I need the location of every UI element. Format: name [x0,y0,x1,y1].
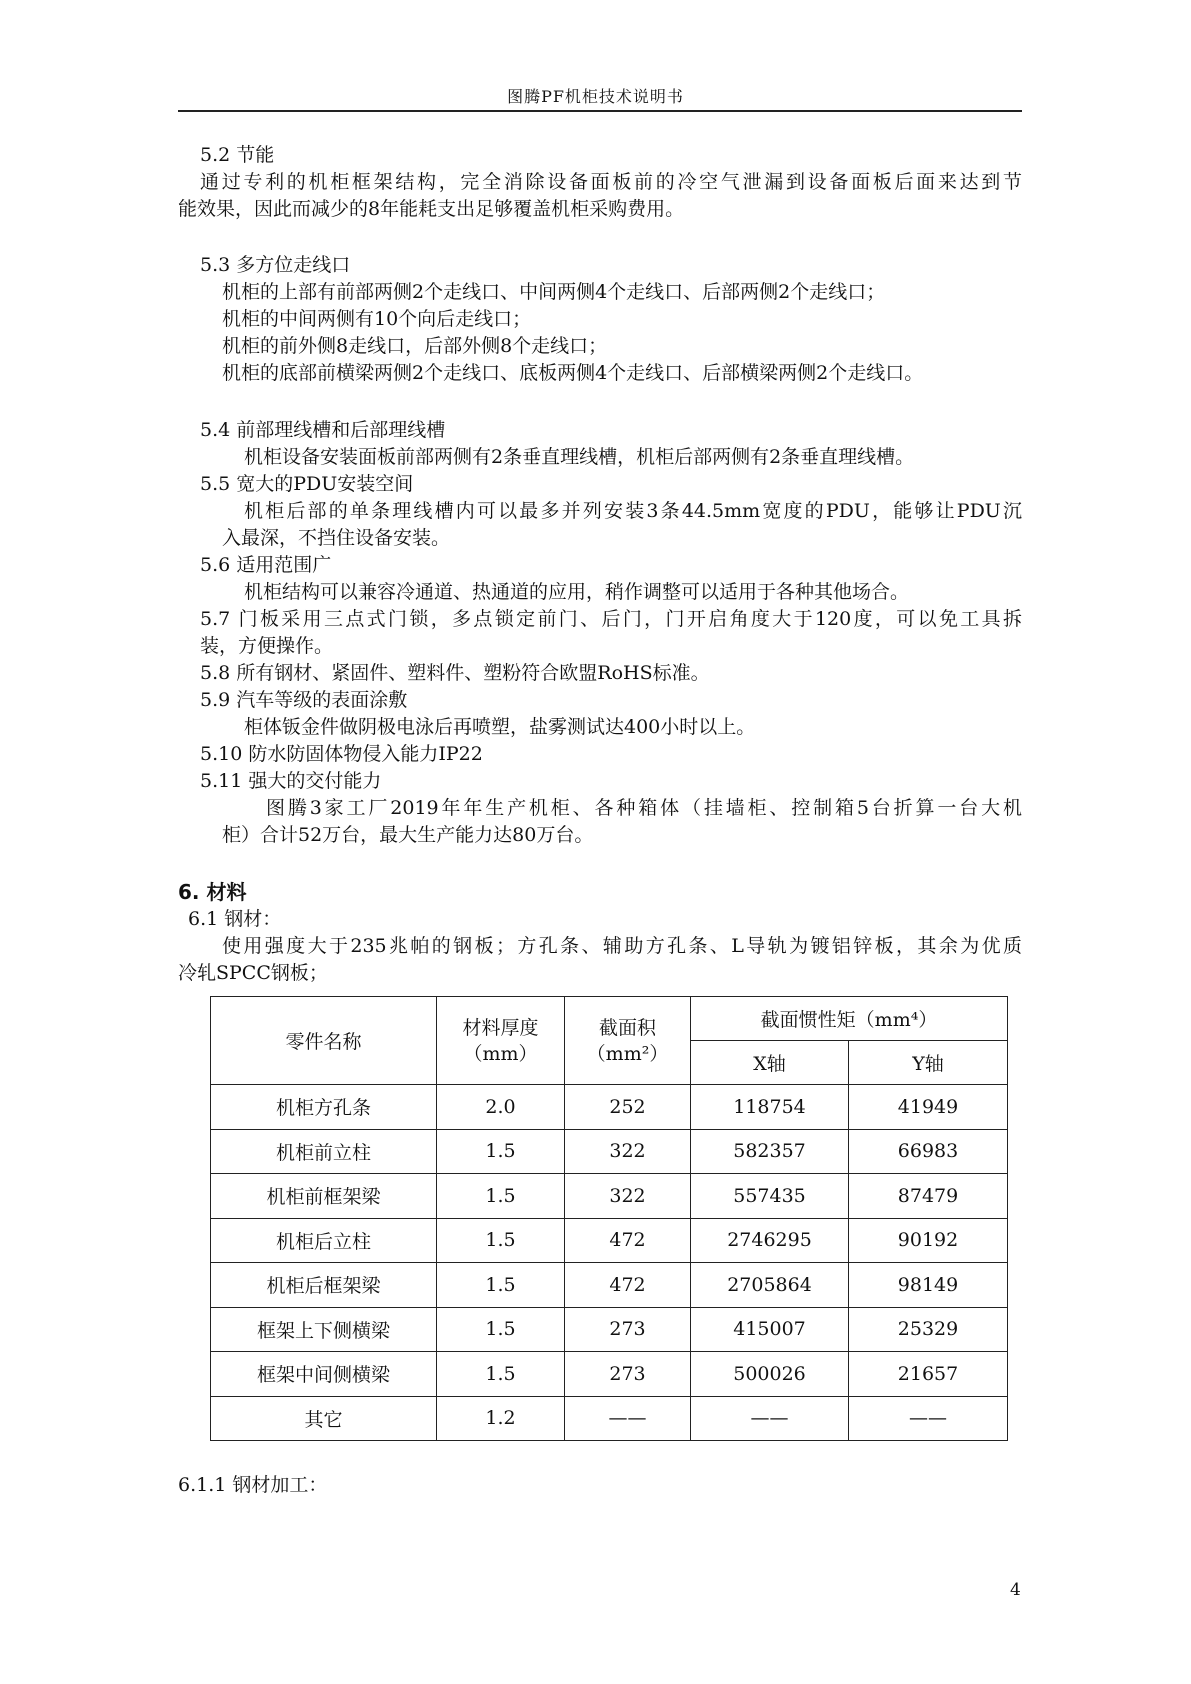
section-5-9-line: 柜体钣金件做阴极电泳后再喷塑，盐雾测试达400小时以上。 [244,716,756,738]
section-5-11-line: 柜）合计52万台，最大生产能力达80万台。 [222,824,594,846]
section-5-2-paragraph-line: 通过专利的机柜框架结构，完全消除设备面板前的冷空气泄漏到设备面板后面来达到节 [200,171,1022,193]
section-5-5-title: 5.5 宽大的PDU安装空间 [200,473,414,495]
cell-inertia-x: —— [691,1396,849,1441]
cell-area: 322 [565,1174,691,1219]
section-5-3-line: 机柜的底部前横梁两侧2个走线口、底板两侧4个走线口、后部横梁两侧2个走线口。 [222,362,924,384]
cell-area: 273 [565,1307,691,1352]
cell-area: 273 [565,1352,691,1397]
cell-area: 472 [565,1218,691,1263]
section-5-7-line: 5.7 门板采用三点式门锁，多点锁定前门、后门，门开启角度大于120度，可以免工具拆 [200,608,1022,630]
section-6-1-1-title: 6.1.1 钢材加工： [178,1474,328,1496]
section-5-3-line: 机柜的前外侧8走线口，后部外侧8个走线口； [222,335,608,357]
cell-part-name: 机柜前框架梁 [211,1174,437,1219]
table-header-x-axis: X轴 [691,1041,849,1085]
table-header-thickness [437,997,565,1085]
section-5-4-title: 5.4 前部理线槽和后部理线槽 [200,419,446,441]
table-header-part-name: 零件名称 [211,997,437,1085]
section-5-10-line: 5.10 防水防固体物侵入能力IP22 [200,743,483,765]
cell-inertia-x: 582357 [691,1129,849,1174]
cell-inertia-y: 66983 [849,1129,1008,1174]
cell-thickness: 1.5 [437,1263,565,1308]
cell-area: 472 [565,1263,691,1308]
section-5-3-line: 机柜的中间两侧有10个向后走线口； [222,308,532,330]
section-5-2-title: 5.2 节能 [200,144,275,166]
cell-inertia-y: 25329 [849,1307,1008,1352]
cell-inertia-x: 118754 [691,1085,849,1130]
section-5-7-line: 装，方便操作。 [200,635,334,657]
cell-thickness: 1.5 [437,1174,565,1219]
cell-thickness: 1.5 [437,1129,565,1174]
table-header-y-axis: Y轴 [849,1041,1008,1085]
section-5-11-title: 5.11 强大的交付能力 [200,770,382,792]
cell-inertia-x: 500026 [691,1352,849,1397]
header-divider [178,110,1022,112]
table-header-area-label: 截面积 [598,1016,656,1039]
cell-part-name: 框架上下侧横梁 [211,1307,437,1352]
section-5-11-line: 图腾3家工厂2019年年生产机柜、各种箱体（挂墙柜、控制箱5台折算一台大机 [266,797,1022,819]
cell-part-name: 机柜后立柱 [211,1218,437,1263]
table-header-thickness-label: 材料厚度 [462,1016,539,1039]
section-5-6-title: 5.6 适用范围广 [200,554,332,576]
cell-thickness: 1.5 [437,1218,565,1263]
section-5-3-line: 机柜的上部有前部两侧2个走线口、中间两侧4个走线口、后部两侧2个走线口； [222,281,886,303]
table-row [211,1174,1008,1219]
cell-thickness: 1.5 [437,1307,565,1352]
section-6-1-paragraph-line: 冷轧SPCC钢板； [178,962,328,984]
cell-part-name: 框架中间侧横梁 [211,1352,437,1397]
document-header-title: 图腾PF机柜技术说明书 [507,87,684,106]
table-row [211,1218,1008,1263]
page-number: 4 [1010,1580,1021,1600]
cell-inertia-x: 2705864 [691,1263,849,1308]
cell-area: —— [565,1396,691,1441]
table-row [211,1263,1008,1308]
table-row [211,1085,1008,1130]
section-5-2-paragraph-line: 能效果，因此而减少的8年能耗支出足够覆盖机柜采购费用。 [178,198,685,220]
cell-inertia-y: 21657 [849,1352,1008,1397]
cell-part-name: 机柜后框架梁 [211,1263,437,1308]
cell-thickness: 1.2 [437,1396,565,1441]
cell-part-name: 其它 [211,1396,437,1441]
steel-material-table [210,996,1008,1441]
section-6-heading: 6. 材料 [178,880,247,904]
table-header-area [565,997,691,1085]
table-row [211,1396,1008,1441]
cell-part-name: 机柜方孔条 [211,1085,437,1130]
table-header-thickness-unit: （mm） [463,1042,538,1065]
table-row [211,1352,1008,1397]
section-5-5-line: 机柜后部的单条理线槽内可以最多并列安装3条44.5mm宽度的PDU，能够让PDU沉 [244,500,1022,522]
cell-area: 322 [565,1129,691,1174]
cell-inertia-x: 2746295 [691,1218,849,1263]
table-header-inertia: 截面惯性矩（mm⁴） [691,997,1008,1041]
cell-area: 252 [565,1085,691,1130]
section-5-5-line: 入最深，不挡住设备安装。 [222,527,451,549]
cell-part-name: 机柜前立柱 [211,1129,437,1174]
section-5-6-line: 机柜结构可以兼容冷通道、热通道的应用，稍作调整可以适用于各种其他场合。 [244,581,910,603]
cell-thickness: 2.0 [437,1085,565,1130]
cell-inertia-x: 415007 [691,1307,849,1352]
table-row [211,1129,1008,1174]
cell-inertia-y: —— [849,1396,1008,1441]
cell-inertia-x: 557435 [691,1174,849,1219]
cell-inertia-y: 41949 [849,1085,1008,1130]
section-6-1-paragraph-line: 使用强度大于235兆帕的钢板；方孔条、辅助方孔条、L导轨为镀铝锌板，其余为优质 [222,935,1022,957]
table-row [211,1307,1008,1352]
cell-inertia-y: 90192 [849,1218,1008,1263]
section-5-9-title: 5.9 汽车等级的表面涂敷 [200,689,408,711]
cell-inertia-y: 87479 [849,1174,1008,1219]
table-header-area-unit: （mm²） [586,1042,669,1065]
section-5-8-line: 5.8 所有钢材、紧固件、塑料件、塑粉符合欧盟RoHS标准。 [200,662,710,684]
cell-thickness: 1.5 [437,1352,565,1397]
section-5-4-line: 机柜设备安装面板前部两侧有2条垂直理线槽，机柜后部两侧有2条垂直理线槽。 [244,446,915,468]
cell-inertia-y: 98149 [849,1263,1008,1308]
section-6-1-title: 6.1 钢材： [188,908,282,930]
section-5-3-title: 5.3 多方位走线口 [200,254,351,276]
